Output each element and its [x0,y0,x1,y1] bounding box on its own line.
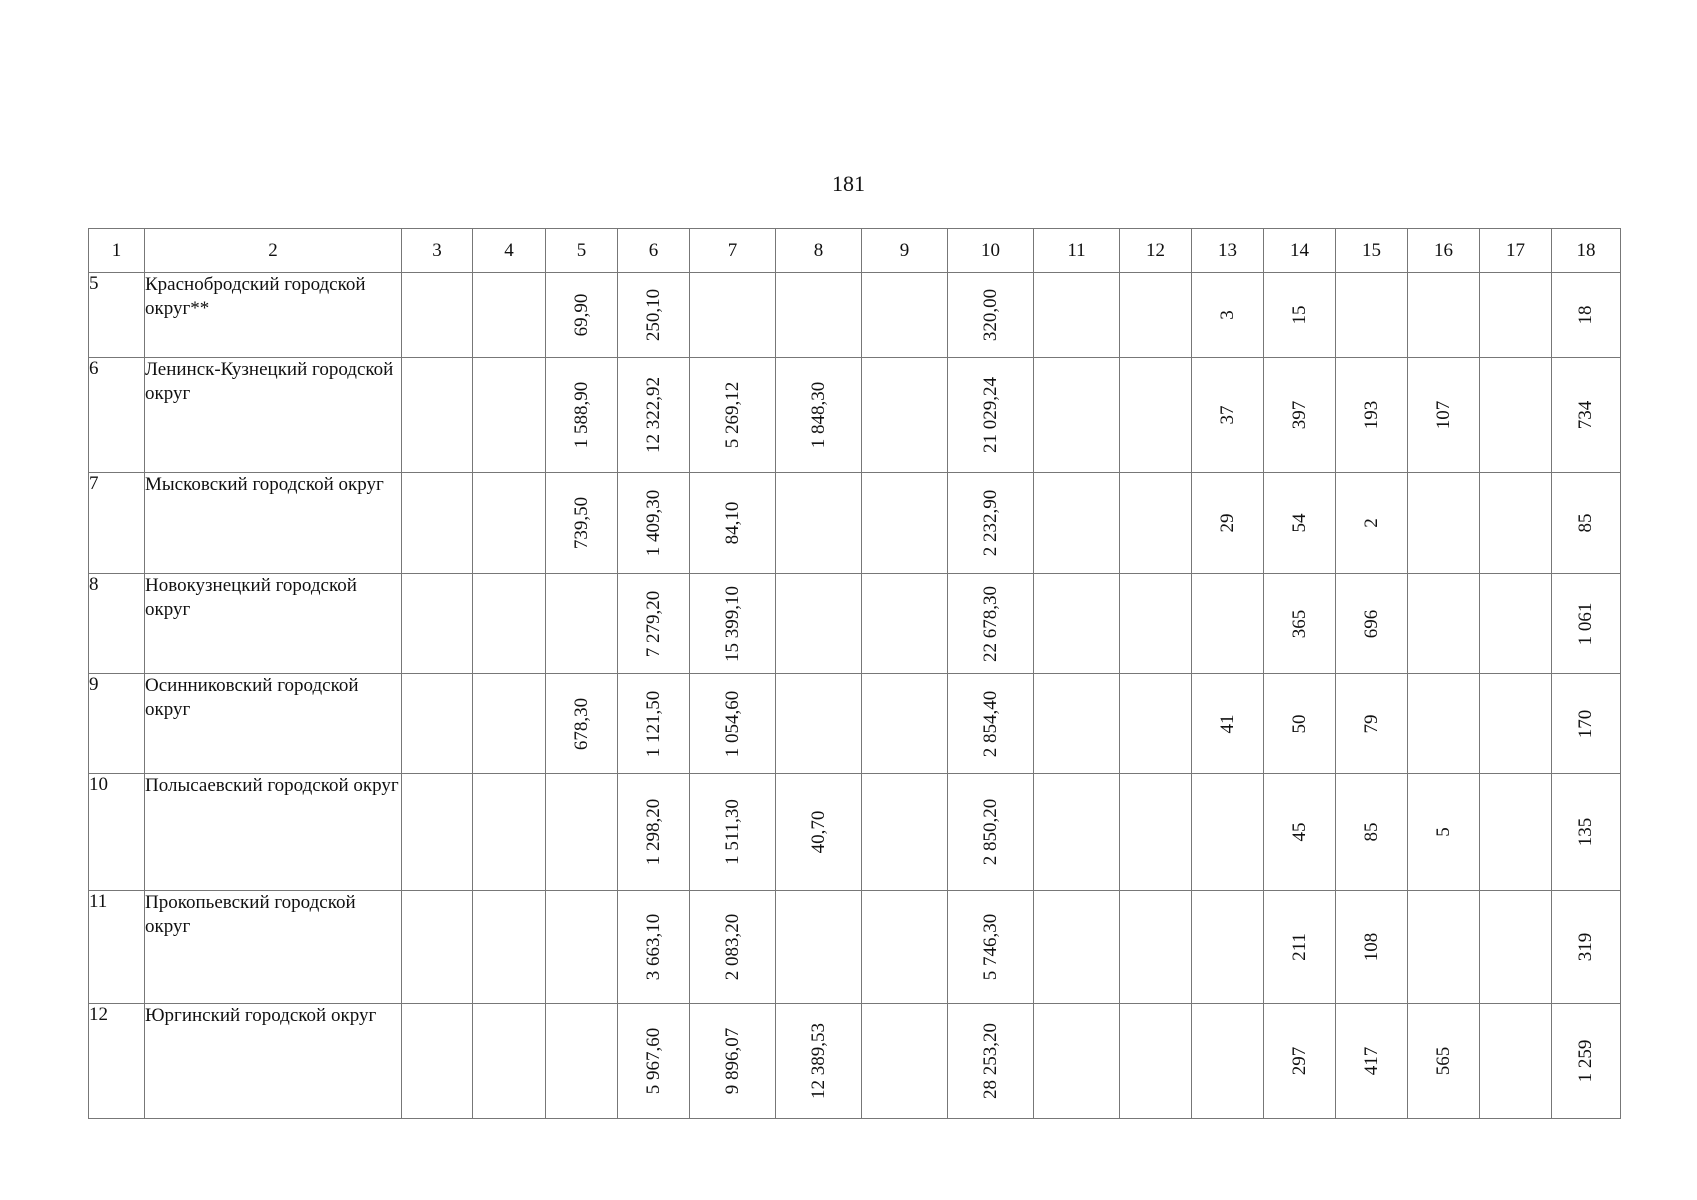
cell-value: 85 [1575,513,1596,533]
cell-value: 739,50 [570,496,592,550]
cell-value: 41 [1216,714,1238,733]
table-cell [690,574,776,674]
row-name: Краснобродский городской округ** [145,273,402,358]
table-cell [1264,674,1336,774]
cell-value: 5 967,60 [642,1027,664,1095]
table-cell [1336,473,1408,574]
cell-value: 84,10 [721,501,743,545]
column-header: 14 [1264,229,1336,273]
row-name: Полысаевский городской округ [145,774,402,891]
table-cell [1408,891,1480,1004]
table-cell [618,674,690,774]
cell-value: 193 [1360,400,1382,430]
table-cell [546,358,618,473]
column-header: 10 [948,229,1034,273]
table-cell [1034,891,1120,1004]
column-header: 13 [1192,229,1264,273]
table-cell [618,891,690,1004]
table-cell [1408,273,1480,358]
table-cell [776,358,862,473]
column-header: 18 [1552,229,1621,273]
table-cell [690,674,776,774]
cell-value: 15 [1288,305,1310,325]
column-header: 8 [776,229,862,273]
row-name: Мысковский городской округ [145,473,402,574]
table-row [89,774,1621,891]
cell-value: 107 [1432,400,1454,430]
column-header: 2 [145,229,402,273]
table-cell [1336,774,1408,891]
table-cell [473,774,546,891]
table-cell [1408,473,1480,574]
cell-value: 696 [1360,609,1382,638]
column-header: 5 [546,229,618,273]
cell-value: 79 [1360,714,1382,733]
table-cell [948,273,1034,358]
cell-value: 211 [1288,933,1310,961]
row-number: 6 [89,358,145,473]
table-cell [1034,774,1120,891]
table-cell [1336,891,1408,1004]
table-cell [1552,774,1621,891]
table-cell [776,1004,862,1119]
table-cell [862,574,948,674]
cell-value: 7 279,20 [642,590,664,657]
cell-value: 3 663,10 [642,913,664,981]
table-cell [948,1004,1034,1119]
cell-value: 15 399,10 [721,585,743,662]
table-cell [776,473,862,574]
cell-value: 69,90 [570,293,592,337]
page-number: 181 [832,171,865,196]
cell-value: 320,00 [979,288,1001,342]
row-name: Новокузнецкий городской округ [145,574,402,674]
table-cell [862,774,948,891]
table-cell [1480,891,1552,1004]
table-cell [862,891,948,1004]
cell-value: 135 [1575,817,1596,847]
column-header: 1 [89,229,145,273]
cell-value: 565 [1432,1046,1454,1076]
table-cell [1552,473,1621,574]
table-cell [402,574,473,674]
table-cell [1192,1004,1264,1119]
table-cell [1552,1004,1621,1119]
table-cell [690,473,776,574]
table-cell [1192,774,1264,891]
cell-value: 1 588,90 [570,381,592,449]
column-header: 12 [1120,229,1192,273]
table-cell [948,473,1034,574]
cell-value: 45 [1288,822,1310,842]
table-header-row [89,229,1621,273]
cell-value: 21 029,24 [979,377,1001,453]
table-cell [690,774,776,891]
cell-value: 2 850,20 [979,798,1001,866]
table-cell [473,473,546,574]
table-cell [1480,1004,1552,1119]
table-cell [1552,674,1621,774]
table-cell [402,473,473,574]
table-cell [776,674,862,774]
cell-value: 5 746,30 [979,913,1001,981]
cell-value: 2 083,20 [721,913,743,981]
cell-value: 29 [1216,513,1238,533]
table-cell [1480,473,1552,574]
row-number: 10 [89,774,145,891]
cell-value: 250,10 [642,288,664,342]
cell-value: 297 [1288,1046,1310,1076]
table-cell [1120,358,1192,473]
table-cell [618,358,690,473]
cell-value: 37 [1216,405,1238,425]
table-cell [1552,358,1621,473]
table-cell [402,774,473,891]
table-cell [1408,674,1480,774]
cell-value: 18 [1575,305,1596,325]
table-cell [1408,1004,1480,1119]
row-name: Прокопьевский городской округ [145,891,402,1004]
cell-value: 2 232,90 [979,489,1001,557]
cell-value: 1 061 [1575,602,1596,645]
table-cell [546,891,618,1004]
table-cell [1034,358,1120,473]
cell-value: 1 848,30 [807,381,829,449]
row-number: 8 [89,574,145,674]
column-header: 9 [862,229,948,273]
table-cell [862,1004,948,1119]
cell-value: 170 [1575,709,1596,738]
row-number: 7 [89,473,145,574]
table-row [89,574,1621,674]
table-cell [948,358,1034,473]
data-table [88,228,1621,1119]
table-cell [473,1004,546,1119]
table-cell [948,574,1034,674]
cell-value: 40,70 [807,810,829,854]
table-cell [1408,358,1480,473]
column-header: 4 [473,229,546,273]
row-name: Осинниковский городской округ [145,674,402,774]
cell-value: 417 [1360,1046,1382,1076]
cell-value: 1 259 [1575,1039,1596,1083]
table-cell [948,674,1034,774]
table-cell [1408,774,1480,891]
table-cell [1120,891,1192,1004]
cell-value: 734 [1575,400,1596,430]
table-cell [1264,1004,1336,1119]
table-cell [948,774,1034,891]
table-cell [546,1004,618,1119]
table-cell [1336,273,1408,358]
table-cell [402,273,473,358]
table-cell [690,358,776,473]
table-cell [1480,358,1552,473]
cell-value: 5 [1432,827,1454,837]
table-cell [546,574,618,674]
table-cell [776,774,862,891]
table-cell [1552,891,1621,1004]
table-cell [473,891,546,1004]
table-cell [1120,774,1192,891]
cell-value: 12 322,92 [642,377,664,453]
table-cell [862,473,948,574]
table-cell [1336,358,1408,473]
cell-value: 2 [1360,518,1382,528]
row-number: 9 [89,674,145,774]
cell-value: 1 511,30 [721,799,743,865]
table-cell [1264,574,1336,674]
table-cell [1192,674,1264,774]
cell-value: 3 [1216,310,1238,320]
table-cell [1336,574,1408,674]
table-cell [1264,358,1336,473]
table-cell [473,358,546,473]
table-cell [1480,574,1552,674]
table-cell [402,891,473,1004]
table-row [89,1004,1621,1119]
column-header: 3 [402,229,473,273]
table-cell [1192,574,1264,674]
table-row [89,674,1621,774]
cell-value: 22 678,30 [979,585,1001,662]
table-cell [1120,674,1192,774]
table-cell [473,574,546,674]
table-cell [948,891,1034,1004]
column-header: 7 [690,229,776,273]
table-cell [1408,574,1480,674]
table-row [89,273,1621,358]
row-name: Юргинский городской округ [145,1004,402,1119]
cell-value: 1 054,60 [721,690,743,757]
table-cell [473,674,546,774]
cell-value: 678,30 [570,697,592,750]
cell-value: 5 269,12 [721,381,743,449]
row-number: 5 [89,273,145,358]
row-number: 12 [89,1004,145,1119]
table-cell [1264,774,1336,891]
table-cell [1192,358,1264,473]
cell-value: 12 389,53 [807,1023,829,1099]
table-cell [1264,473,1336,574]
table-cell [1552,273,1621,358]
cell-value: 1 121,50 [642,690,664,757]
table-cell [1192,891,1264,1004]
table-cell [1336,674,1408,774]
table-cell [1264,273,1336,358]
cell-value: 54 [1288,513,1310,533]
cell-value: 319 [1575,932,1596,962]
table-cell [776,273,862,358]
table-cell [402,674,473,774]
table-cell [1034,674,1120,774]
table-cell [1480,273,1552,358]
table-cell [1034,1004,1120,1119]
cell-value: 9 896,07 [721,1027,743,1095]
table-cell [776,574,862,674]
table-cell [1480,674,1552,774]
column-header: 15 [1336,229,1408,273]
table-cell [473,273,546,358]
table-cell [1120,1004,1192,1119]
table-cell [546,473,618,574]
cell-value: 2 854,40 [979,690,1001,757]
table-cell [1264,891,1336,1004]
table-row [89,473,1621,574]
table-cell [618,273,690,358]
table-cell [690,1004,776,1119]
table-cell [1034,273,1120,358]
table-cell [1120,273,1192,358]
cell-value: 365 [1288,609,1310,638]
table-cell [690,273,776,358]
table-cell [862,273,948,358]
table-cell [862,358,948,473]
cell-value: 28 253,20 [979,1023,1001,1099]
table-cell [618,574,690,674]
table-cell [1120,473,1192,574]
table-cell [402,1004,473,1119]
table-cell [1120,574,1192,674]
column-header: 11 [1034,229,1120,273]
table-cell [618,774,690,891]
cell-value: 397 [1288,400,1310,430]
table-cell [1336,1004,1408,1119]
cell-value: 50 [1288,714,1310,733]
table-cell [546,674,618,774]
row-number: 11 [89,891,145,1004]
table-row [89,891,1621,1004]
table-cell [402,358,473,473]
table-row [89,358,1621,473]
table-cell [776,891,862,1004]
cell-value: 108 [1360,932,1382,962]
cell-value: 1 298,20 [642,798,664,866]
table-cell [1552,574,1621,674]
table-cell [1192,473,1264,574]
table-cell [546,774,618,891]
table-cell [1480,774,1552,891]
table-cell [1034,574,1120,674]
column-header: 16 [1408,229,1480,273]
table-cell [1192,273,1264,358]
row-name: Ленинск-Кузнецкий городской округ [145,358,402,473]
table-cell [618,1004,690,1119]
table-cell [1034,473,1120,574]
cell-value: 85 [1360,822,1382,842]
column-header: 17 [1480,229,1552,273]
table-cell [690,891,776,1004]
table-cell [546,273,618,358]
column-header: 6 [618,229,690,273]
table-cell [618,473,690,574]
cell-value: 1 409,30 [642,489,664,557]
table-cell [862,674,948,774]
